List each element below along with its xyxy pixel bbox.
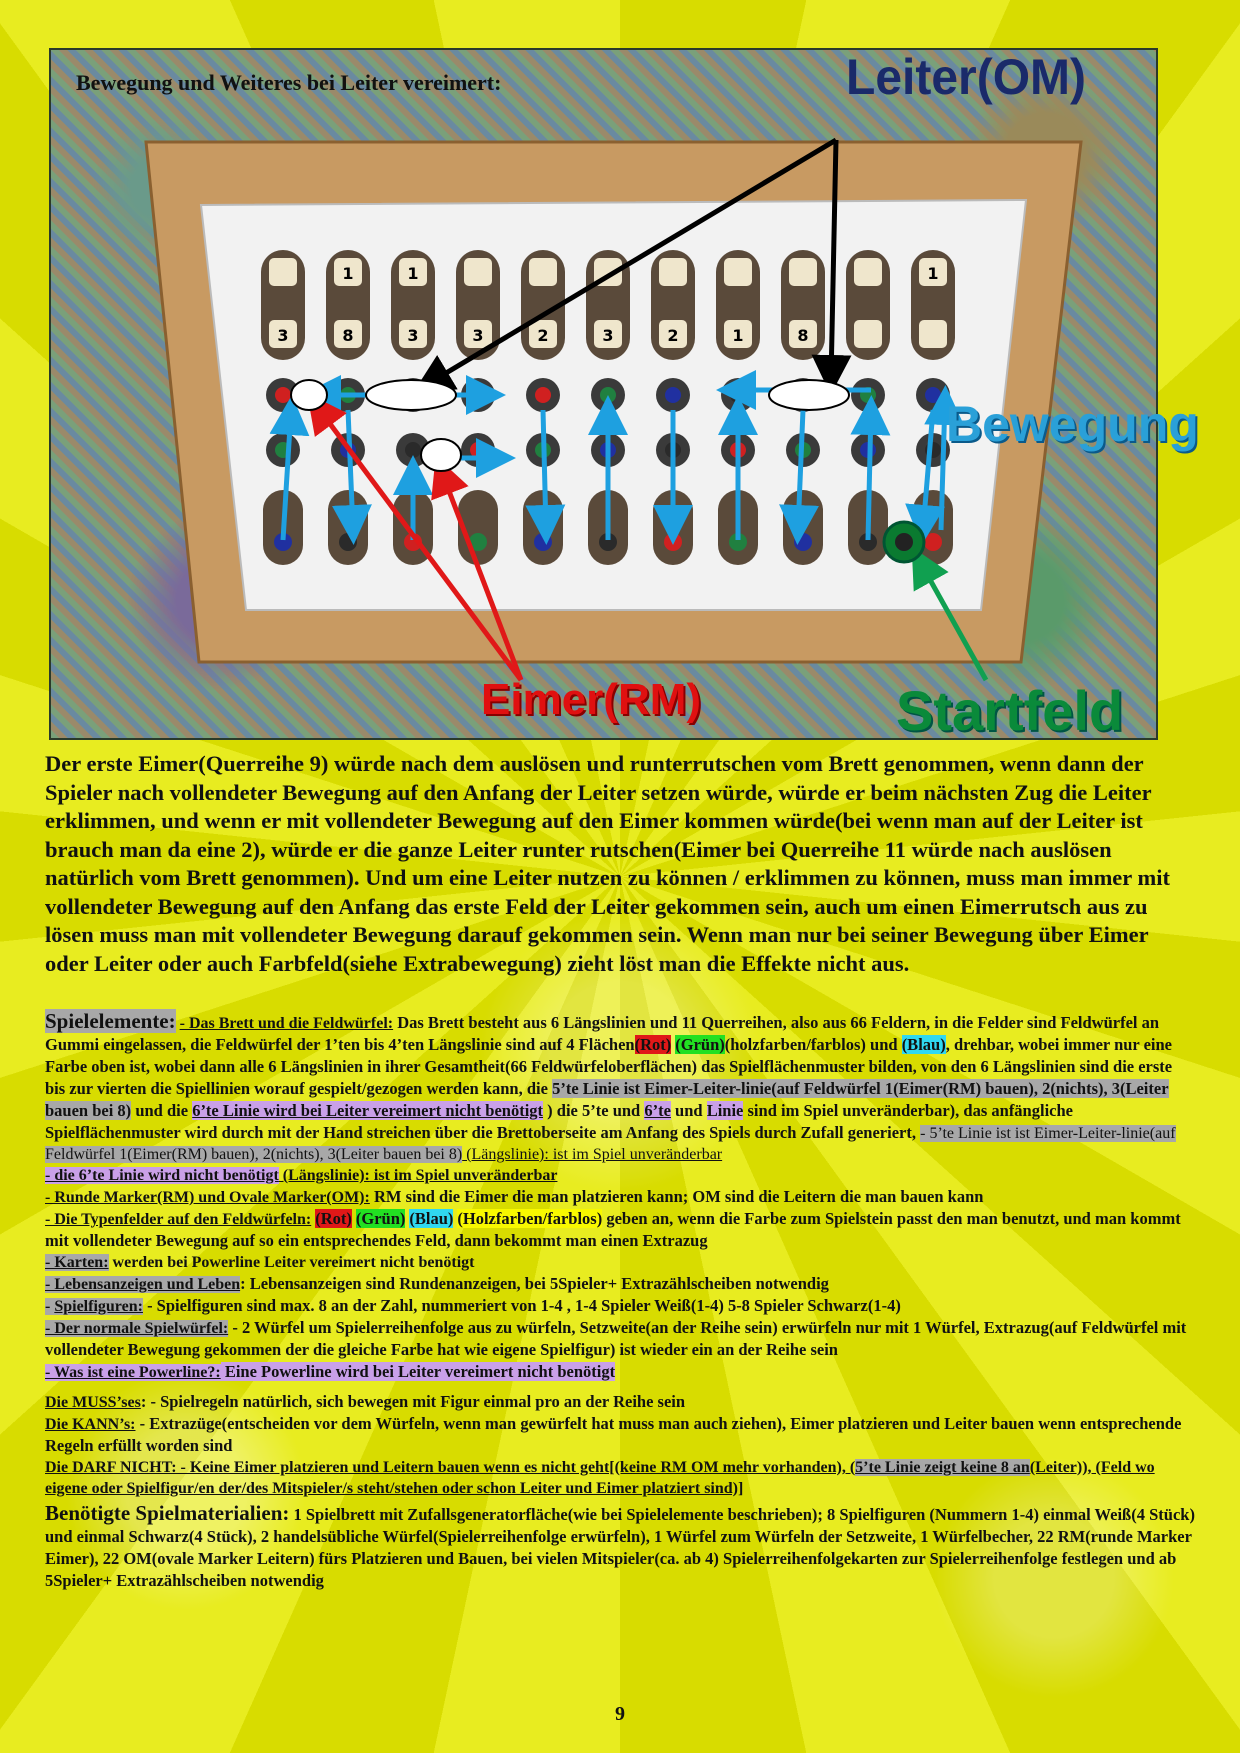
label-bewegung: Bewegung (946, 396, 1199, 452)
badge-rot: (Rot) (634, 1035, 672, 1054)
board-illustration (51, 50, 1156, 738)
round-marker-rm (421, 439, 461, 471)
die-slot (328, 490, 368, 565)
laengs-2a: (Längslinie): (278, 1167, 370, 1184)
page-number: 9 (615, 1703, 625, 1725)
photo-caption: Bewegung und Weiteres bei Leiter vereimert: (76, 70, 502, 95)
und3: und (670, 1101, 707, 1120)
field-color (925, 387, 941, 403)
badge-blau: (Blau) (901, 1035, 946, 1054)
die-number: 1 (927, 264, 939, 283)
movement-arrow (868, 410, 871, 540)
wuerfel-title: - Der normale Spielwürfel: (45, 1320, 229, 1337)
elements-section: Spielelemente: - Das Brett und die Feldwürfel: Das Brett besteht aus 6 Längslinien und 11 Querreihen, also aus 66 Feldern, in die Felder sind Feldwürfel an Gummi eingelassen, die Feldwürfel der 1’ten bis 4’ten Längslinie sind auf 4 Flächen(Rot) (Grün)(holzfarben/farblos) und (Blau), drehbar, wobei immer nur eine Farbe oben ist, wobei dann alle 6 Längslinien in ihrer Gesamtheit(66 Feldwürfeloberflächen) das Spielflächenmuster bilden, von den 6 Längslinien sind die erste bis zur vierten die Spiellinien worauf gespielt/gezogen werden kann, die 5’te Linie ist Eimer-Leiter-linie(auf Feldwürfel 1(Eimer(RM) bauen), 2(nichts), 3(Leiter bauen bei 8) und die 6’te Linie wird bei Leiter vereimert nicht benötigt ) die 5’te und 6’te und Linie sind im Spiel unveränderbar), das anfängliche Spielflächenmuster wird durch mit der Hand streichen über die Brettoberseite am Anfang des Spiels durch Zufall generiert, - 5’te Linie ist ist Eimer-Leiter-linie(auf Feldwürfel 1(Eimer(RM) bauen), 2(nichts), 3(Leiter bauen bei 8) (Längslinie): ist im Spiel unveränderbar - die 6’te Linie wird nicht benötigt (Längslinie): ist im Spiel unveränderbar - Runde Marker(RM) und Ovale Marker(OM): RM sind die Eimer die man platzieren kann; OM sind die Leitern die man bauen kann - Die Typenfelder auf den Feldwürfeln: (Rot) (Grün) (Blau) (Holzfarben/farblos) geben an, wenn die Farbe zum Spielstein passt den man benutzt, und man kommt mit vollendeter Bewegung auf so ein entsprechendes Feld, dann bekommt man einen Extrazug - Karten: werden bei Powerline Leiter vereimert nicht benötigt - Lebensanzeigen und Leben: Lebensanzeigen sind Rundenanzeigen, bei 5Spieler+ Extrazählscheiben notwendig - Spielfiguren: - Spielfiguren sind max. 8 an der Zahl, nummeriert von 1-4 , 1-4 Spieler Weiß(1-4) 5-8 Spieler Schwarz(1-4) - Der normale Spielwürfel: - 2 Würfel um Spielerreihenfolge aus zu würfeln, Setzweite(an der Reihe sein) erwürfeln nur mit 1 Würfel, Extrazug(auf Feldwürfel mit vollendeter Bewegung gekommen der die gleiche Farbe hat wie eigene Spielfigur) ist wieder ein an der Reihe sein - Was ist eine Powerline?: Eine Powerline wird bei Leiter vereimert nicht benötigt Die MUSS’ses: - Spielregeln natürlich, sich bewegen mit Figur einmal pro an der Reihe sein Die KANN’s: - Extrazüge(entscheiden vor dem Würfeln, wenn man gewürfelt hat muss man auch ziehen), Eimer platzieren und Leiter bauen wenn entsprechende Regeln erfüllt worden sind Die DARF NICHT: - Keine Eimer platzieren und Leitern bauen wenn es nicht geht[(keine RM OM mehr vorhanden), (5’te Linie zeigt keine 8 an(Leiter)), (Feld wo eigene oder Spielfigur/en der/des Mitspieler/s steht/stehen oder schon Leiter und Eimer platziert sind)] Benötigte Spielmaterialien: 1 Spielbrett mit Zufallsgeneratorfläche(wie bei Spielelemente beschrieben); 8 Spielfiguren (Nummern 1-4) einmal Weiß(4 Stück) und einmal Schwarz(4 Stück), 2 handelsübliche Würfel(Spielerreihenfolge erwürfeln), 1 Würfel zum Würfeln der Setzweite, 1 Würfelbecher, 22 RM(runde Marker Eimer), 22 OM(ovale Marker Leitern) fürs Platzieren und Bauen, bei vielen Mitspieler(ca. ab 4) Spielerreihenfolgekarten zur Spielerreihenfolge festlegen und ab 5Spieler+ Extrazählscheiben notwendig (45, 1009, 1195, 1590)
die-number: 3 (472, 326, 484, 345)
die-slot (783, 490, 823, 565)
marker-title: - Runde Marker(RM) und Ovale Marker(OM): (45, 1189, 370, 1206)
die-number: 2 (667, 326, 679, 345)
sixth-line-2: - die 6’te Linie wird nicht benötigt (45, 1167, 279, 1184)
brett-text-4: sind im Spiel unveränderbar), das anfängliche Spielflächenmuster wird durch mit der Hand streichen über die Brettoberseite am Anfang des Spiels durch Zufall generiert, (45, 1101, 1073, 1142)
badge-rot-2: (Rot) (315, 1209, 352, 1228)
field-color (535, 387, 551, 403)
field-color (665, 387, 681, 403)
karten-title: - Karten: (45, 1254, 109, 1271)
figur-text: - Spielfiguren sind max. 8 an der Zahl, nummeriert von 1-4 , 1-4 Spieler Weiß(1-4) 5-8 Spieler Schwarz(1-4) (142, 1296, 901, 1315)
board-photo (49, 48, 1199, 742)
die-number: 3 (407, 326, 419, 345)
field-color (794, 533, 812, 551)
kann-text: - Extrazüge(entscheiden vor dem Würfeln, wenn man gewürfelt hat muss man auch ziehen), Eimer platzieren und Leiter bauen wenn entsprechende Regeln erfüllt worden sind (45, 1414, 1182, 1455)
label-leiter: Leiter(OM) (846, 49, 1086, 106)
field-die (854, 320, 882, 348)
brett-text-1: Das Brett besteht aus 6 Längslinien und 11 Querreihen, also aus 66 Feldern, in die Felder sind Feldwürfel an Gummi eingelassen, die Feldwürfel der 1’ten bis 4’ten Längslinie sind auf 4 Flächen (45, 1013, 1160, 1054)
brett-text-2: , drehbar, wobei immer nur eine Farbe oben ist, wobei dann alle 6 Längslinien in ihrer Gesamtheit(66 Feldwürfeloberflächen) das Spielflächenmuster bilden, von den 6 Längslinien sind die erste bis zur vierten die Spiellinien worauf gespielt/gezogen werden kann, die (45, 1035, 1173, 1098)
darf-rest: (Leiter)), (Feld wo eigene oder Spielfigur/en der/des Mitspieler/s steht/stehen oder schon Leiter und Eimer platziert sind)] (45, 1459, 1155, 1497)
badge-gruen-2: (Grün) (355, 1209, 406, 1228)
field-color (924, 533, 942, 551)
fifth-line-1: 5’te Linie ist Eimer-Leiter-linie(auf Feldwürfel 1(Eimer(RM) bauen), 2(nichts), 3(Leiter bauen bei 8) (45, 1079, 1169, 1120)
field-die (659, 258, 687, 286)
field-die (529, 258, 557, 286)
marker-text: RM sind die Eimer die man platzieren kann; OM sind die Leitern die man bauen kann (369, 1187, 984, 1206)
field-die (789, 258, 817, 286)
die-number: 8 (342, 326, 354, 345)
field-die (269, 258, 297, 286)
die-number: 8 (797, 326, 809, 345)
power-title: - Was ist eine Powerline?: (45, 1364, 221, 1381)
oval-marker-om (366, 380, 456, 410)
fifth-line-2: - 5’te Linie ist ist Eimer-Leiter-linie(auf Feldwürfel 1(Eimer(RM) bauen), 2(nichts), 3(Leiter bauen bei 8) (45, 1125, 1176, 1163)
oval-marker-om (769, 380, 849, 410)
die-number: 3 (277, 326, 289, 345)
field-color (534, 533, 552, 551)
die-number: 1 (342, 264, 354, 283)
field-color (405, 442, 421, 458)
muss-title: Die MUSS’ses (45, 1394, 141, 1411)
badge-blau-2: (Blau) (409, 1209, 454, 1228)
field-die (464, 258, 492, 286)
muss-text: : - Spielregeln natürlich, sich bewegen mit Figur einmal pro an der Reihe sein (140, 1392, 686, 1411)
karten-text: werden bei Powerline Leiter vereimert nicht benötigt (108, 1254, 475, 1271)
label-startfeld: Startfeld (896, 679, 1124, 742)
materials-text: 1 Spielbrett mit Zufallsgeneratorfläche(wie bei Spielelemente beschrieben); 8 Spielfiguren (Nummern 1-4) einmal Weiß(4 Stück) und einmal Schwarz(4 Stück), 2 handelsübliche Würfel(Spielerreihenfolge erwürfeln), 1 Würfel zum Würfeln der Setzweite, 1 Würfelbecher, 22 RM(runde Marker Eimer), 22 OM(ovale Marker Leitern) fürs Platzieren und Bauen, bei vielen Mitspieler(ca. ab 4) Spielerreihenfolgekarten zur Spielerreihenfolge festlegen und ab 5Spieler+ Extrazählscheiben notwendig (45, 1505, 1195, 1590)
field-die (854, 258, 882, 286)
label-eimer: Eimer(RM) (481, 675, 702, 724)
materials-heading: Benötigte Spielmaterialien: (45, 1501, 290, 1525)
sixth-line-1: 6’te Linie wird bei Leiter vereimert nicht benötigt (192, 1101, 544, 1120)
die-number: 3 (602, 326, 614, 345)
brett-title: - Das Brett und die Feldwürfel: (179, 1015, 394, 1032)
typ-text: geben an, wenn die Farbe zum Spielstein passt den man benutzt, und man kommt mit vollendeter Bewegung auf so ein entsprechendes Feld, dann bekommt man einen Extrazug (45, 1209, 1181, 1250)
movement-arrow (543, 410, 546, 530)
field-color (600, 387, 616, 403)
laengs-1: (Längslinie): ist im Spiel unveränderbar (462, 1146, 723, 1163)
wuerfel-text: - 2 Würfel um Spielerreihenfolge aus zu würfeln, Setzweite(an der Reihe sein) erwürfeln nur mit 1 Würfel, Extrazug(auf Feldwürfel mit vollendeter Bewegung gekommen der die gleiche Farbe hat wie eigene Spielfigur) ist wieder ein an der Reihe sein (45, 1318, 1187, 1359)
badge-gruen: (Grün) (675, 1035, 725, 1054)
kann-title: Die KANN’s: (45, 1416, 136, 1433)
field-color (275, 387, 291, 403)
brett-text-3: ) die 5’te und (543, 1101, 645, 1120)
leben-text: : Lebensanzeigen sind Rundenanzeigen, bei 5Spieler+ Extrazählscheiben notwendig (240, 1274, 829, 1293)
power-text: Eine Powerline wird bei Leiter vereimert nicht benötigt (220, 1362, 616, 1381)
field-die (724, 258, 752, 286)
field-die (919, 320, 947, 348)
die-number: 2 (537, 326, 549, 345)
intro-paragraph: Der erste Eimer(Querreihe 9) würde nach dem auslösen und runterrutschen vom Brett genommen, wenn dann der Spieler nach vollendeter Bewegung auf den Anfang der Leiter setzen würde, würde er beim nächsten Zug die Leiter erklimmen, und wenn er mit vollendeter Bewegung auf den Eimer kommen würde(bei wenn man auf der Leiter ist brauch man da eine 2), würde er die ganze Leiter runter rutschen(Eimer bei Querreihe 11 würde nach auslösen natürlich vom Brett genommen). Und um eine Leiter nutzen zu können / erklimmen zu können, muss man immer mit vollendeter Bewegung auf den Anfang das erste Feld der Leiter gekommen sein, auch um einen Eimerrutsch aus zu lösen muss man mit vollendeter Bewegung darauf gekommen sein. Wenn man nur bei seiner Bewegung über Eimer oder Leiter oder auch Farbfeld(siehe Extrabewegung) zieht löst man die Effekte nicht aus. (45, 751, 1170, 976)
die-number: 1 (407, 264, 419, 283)
holz-1: (holzfarben/farblos) (724, 1035, 866, 1054)
elements-heading: Spielelemente: (45, 1009, 176, 1033)
field-color (339, 533, 357, 551)
sechste: 6’te (644, 1101, 671, 1120)
linie: Linie (706, 1101, 744, 1120)
typ-title: - Die Typenfelder auf den Feldwürfeln: (45, 1211, 312, 1228)
und2: und die (131, 1101, 193, 1120)
round-marker-rm (291, 380, 327, 410)
darf-grey: 5’te Linie zeigt keine 8 an (855, 1459, 1030, 1476)
badge-holz-2: (Holzfarben/farblos) (457, 1209, 603, 1228)
leben-title: - Lebensanzeigen und Leben (45, 1276, 241, 1293)
laengs-2b: ist im Spiel unveränderbar (369, 1167, 558, 1184)
figur-title: Spielfiguren: (54, 1298, 143, 1315)
darf-title: Die DARF NICHT: - Keine Eimer platzieren und Leitern bauen wenn es nicht geht[(keine RM OM mehr vorhanden), ( (45, 1459, 856, 1476)
und: und (865, 1035, 902, 1054)
die-number: 1 (732, 326, 744, 345)
field-color (664, 533, 682, 551)
start-field-center (895, 533, 913, 551)
